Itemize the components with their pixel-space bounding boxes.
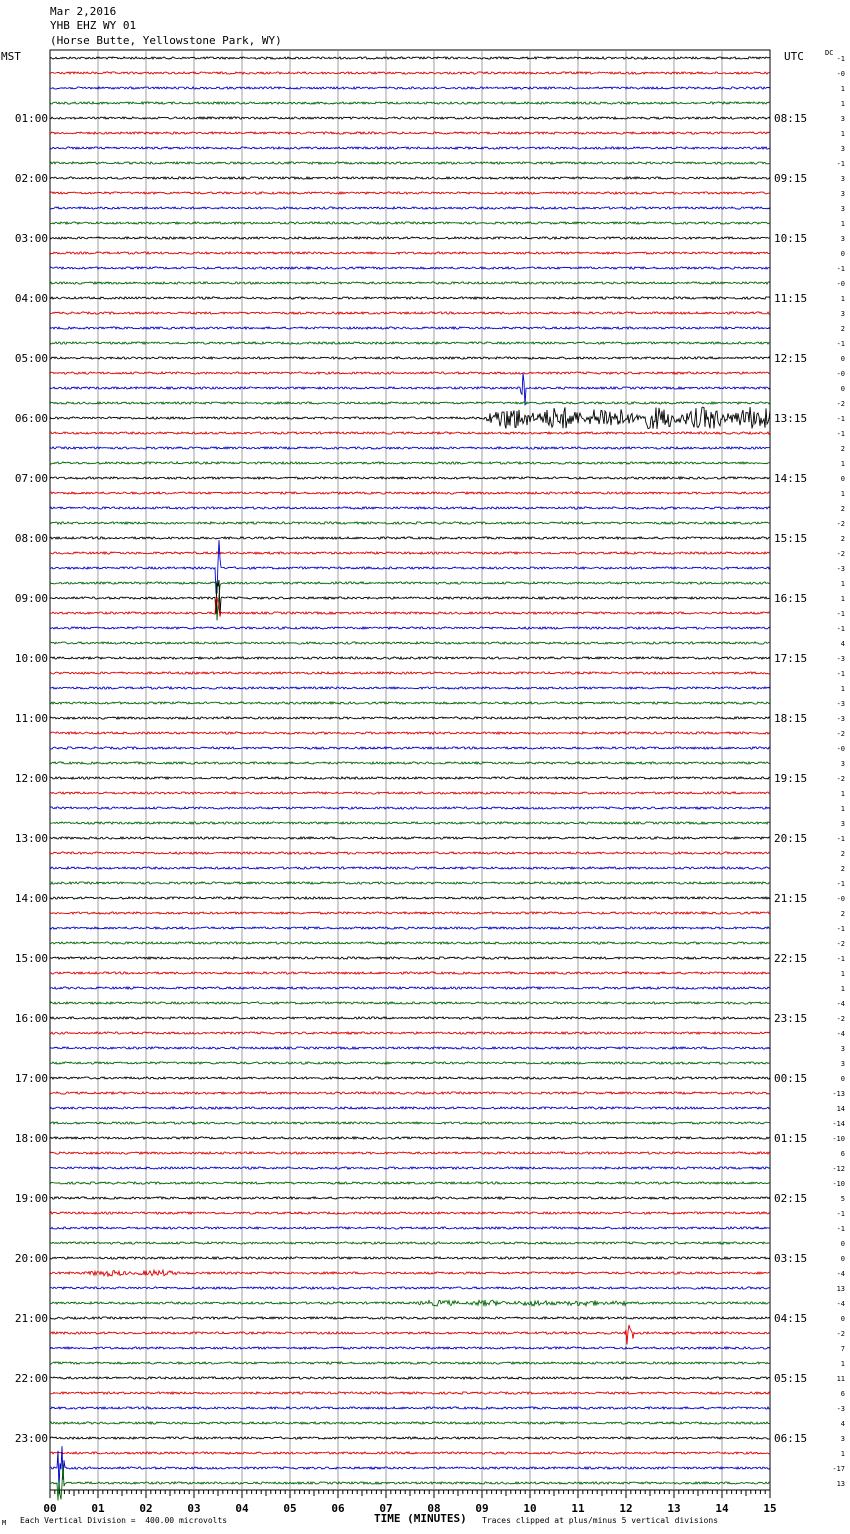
dc-offset-value: 1 [840,490,845,498]
dc-offset-value: 6 [840,1390,845,1398]
seismic-trace [50,627,770,629]
seismic-trace [50,222,770,224]
right-hour-label: 13:15 [774,412,808,425]
dc-offset-value: -2 [836,1330,845,1338]
seismic-trace [50,1325,770,1345]
dc-offset-value: -10 [832,1180,845,1188]
seismic-trace [50,1452,770,1454]
dc-offset-value: -2 [836,775,845,783]
seismic-trace [50,1152,770,1154]
dc-offset-value: -1 [836,55,845,63]
seismic-trace [50,837,770,839]
seismic-trace [50,1227,770,1229]
x-tick-label: 09 [475,1502,489,1515]
seismic-trace [50,267,770,269]
dc-offset-value: 11 [836,1375,845,1383]
dc-offset-value: -13 [832,1090,845,1098]
left-hour-label: 07:00 [14,472,48,485]
seismic-trace [50,957,770,959]
seismic-trace [50,942,770,944]
seismic-trace [50,747,770,749]
seismic-trace [50,972,770,974]
dc-offset-value: 1 [840,970,845,978]
x-tick-label: 07 [379,1502,393,1515]
right-hour-label: 17:15 [774,652,808,665]
dc-offset-value: 2 [840,445,845,453]
right-hour-label: 04:15 [774,1312,808,1325]
left-hour-label: 09:00 [14,592,48,605]
dc-offset-value: 1 [840,85,845,93]
seismic-trace [50,537,770,539]
dc-offset-value: -17 [832,1465,845,1473]
right-hour-label: 19:15 [774,772,808,785]
seismic-trace [50,1137,770,1139]
seismic-trace [50,57,770,59]
dc-offset-value: 3 [840,310,845,318]
x-tick-label: 08 [427,1502,441,1515]
left-hour-label: 15:00 [14,952,48,965]
dc-offset-value: -3 [836,1405,845,1413]
x-axis-title: TIME (MINUTES) [374,1512,467,1525]
right-hour-label: 10:15 [774,232,808,245]
seismic-trace [50,1437,770,1439]
dc-offset-value: -1 [836,160,845,168]
dc-offset-value: 3 [840,1060,845,1068]
dc-offset-value: -0 [836,370,845,378]
seismic-trace [50,792,770,794]
dc-offset-value: -3 [836,715,845,723]
dc-offset-value: 1 [840,805,845,813]
right-hour-label: 18:15 [774,712,808,725]
seismic-trace [50,1317,770,1319]
seismic-trace [50,777,770,779]
seismic-trace [50,207,770,209]
x-tick-label: 10 [523,1502,537,1515]
left-hour-label: 23:00 [14,1432,48,1445]
right-hour-label: 14:15 [774,472,808,485]
right-hour-label: 16:15 [774,592,808,605]
dc-offset-value: 0 [840,1240,845,1248]
seismic-trace [50,177,770,179]
left-hour-label: 21:00 [14,1312,48,1325]
dc-offset-value: 3 [840,175,845,183]
dc-offset-value: 3 [840,145,845,153]
dc-offset-value: -4 [836,1270,845,1278]
dc-offset-value: 3 [840,205,845,213]
seismic-trace [50,1377,770,1379]
dc-offset-value: 6 [840,1150,845,1158]
seismic-trace [50,1242,770,1244]
dc-offset-value: 7 [840,1345,845,1353]
dc-offset-value: -1 [836,340,845,348]
seismic-trace [50,912,770,914]
seismic-trace [50,102,770,104]
dc-offset-value: 0 [840,250,845,258]
right-hour-label: 12:15 [774,352,808,365]
dc-offset-value: -3 [836,565,845,573]
dc-offset-value: 0 [840,385,845,393]
seismic-trace [50,867,770,869]
seismic-trace [50,642,770,644]
right-hour-label: 22:15 [774,952,808,965]
dc-offset-value: 1 [840,1450,845,1458]
seismic-trace [50,882,770,884]
seismic-trace [50,597,770,617]
dc-offset-value: 2 [840,325,845,333]
x-tick-label: 12 [619,1502,633,1515]
seismic-trace [50,702,770,704]
seismic-trace [50,1107,770,1109]
dc-offset-value: 0 [840,355,845,363]
dc-offset-value: -1 [836,1225,845,1233]
right-hour-label: 06:15 [774,1432,808,1445]
seismic-trace [50,342,770,344]
seismic-trace [50,402,770,404]
dc-offset-value: -1 [836,955,845,963]
left-hour-label: 05:00 [14,352,48,365]
seismic-trace [50,580,770,615]
seismic-trace [50,1212,770,1214]
dc-offset-value: 0 [840,475,845,483]
dc-offset-value: 5 [840,1195,845,1203]
seismic-trace [50,327,770,329]
dc-offset-value: -2 [836,520,845,528]
dc-offset-value: -1 [836,265,845,273]
left-hour-label: 22:00 [14,1372,48,1385]
seismic-trace [50,117,770,119]
right-hour-label: 20:15 [774,832,808,845]
dc-offset-value: 2 [840,910,845,918]
seismic-trace [50,552,770,554]
dc-offset-value: -2 [836,550,845,558]
dc-offset-value: -10 [832,1135,845,1143]
seismic-trace [50,1257,770,1259]
seismic-trace [50,1077,770,1079]
dc-offset-value: 13 [836,1480,845,1488]
seismic-trace [50,927,770,929]
x-tick-label: 00 [43,1502,57,1515]
left-hour-label: 13:00 [14,832,48,845]
dc-offset-value: 3 [840,115,845,123]
left-hour-label: 10:00 [14,652,48,665]
dc-offset-value: 3 [840,1435,845,1443]
seismic-trace [50,1362,770,1364]
seismic-trace [50,1407,770,1409]
left-hour-label: 12:00 [14,772,48,785]
seismic-trace [50,372,770,374]
seismic-trace [50,672,770,674]
dc-offset-value: -1 [836,430,845,438]
right-hour-label: 23:15 [774,1012,808,1025]
dc-offset-value: 13 [836,1285,845,1293]
left-hour-label: 02:00 [14,172,48,185]
seismic-trace [50,252,770,254]
dc-offset-value: 3 [840,820,845,828]
dc-offset-value: -4 [836,1030,845,1038]
left-hour-label: 18:00 [14,1132,48,1145]
dc-offset-value: -4 [836,1300,845,1308]
footer-corner-mark: M [2,1519,7,1527]
left-hour-label: 16:00 [14,1012,48,1025]
header-station: YHB EHZ WY 01 [50,19,137,32]
seismic-trace [50,717,770,719]
seismic-trace [50,162,770,164]
right-hour-label: 00:15 [774,1072,808,1085]
left-hour-label: 01:00 [14,112,48,125]
footer-scale-note: Each Vertical Division = 400.00 microvolts [20,1516,228,1525]
seismic-trace [50,1032,770,1034]
dc-offset-value: -3 [836,655,845,663]
x-tick-label: 05 [283,1502,297,1515]
left-hour-label: 11:00 [14,712,48,725]
left-hour-label: 03:00 [14,232,48,245]
dc-offset-value: 1 [840,790,845,798]
footer-clip-note: Traces clipped at plus/minus 5 vertical divisions [482,1516,719,1525]
seismic-trace [50,1017,770,1019]
dc-offset-value: 1 [840,595,845,603]
dc-offset-value: 1 [840,100,845,108]
left-hour-label: 04:00 [14,292,48,305]
seismic-trace [50,540,770,593]
seismic-trace [50,432,770,434]
dc-offset-value: -1 [836,835,845,843]
dc-offset-value: -3 [836,700,845,708]
left-hour-label: 20:00 [14,1252,48,1265]
dc-offset-value: 1 [840,1360,845,1368]
dc-offset-value: -1 [836,610,845,618]
seismic-trace [50,312,770,314]
seismic-trace [50,822,770,824]
dc-label: DC [825,49,834,57]
seismic-trace [50,132,770,134]
dc-offset-value: -1 [836,670,845,678]
dc-offset-value: 0 [840,1255,845,1263]
dc-offset-value: -1 [836,880,845,888]
seismic-trace [50,297,770,299]
dc-offset-value: 14 [836,1105,845,1113]
dc-offset-value: 0 [840,1315,845,1323]
seismic-trace [50,987,770,989]
right-hour-label: 02:15 [774,1192,808,1205]
dc-offset-value: -2 [836,940,845,948]
dc-offset-value: 1 [840,220,845,228]
seismic-trace [50,477,770,479]
trace-group [50,57,770,1501]
dc-offset-value: 2 [840,535,845,543]
seismic-trace [50,657,770,659]
left-timezone-label: MST [1,50,21,63]
right-timezone-label: UTC [784,50,804,63]
seismic-trace [50,147,770,149]
right-hour-label: 11:15 [774,292,808,305]
left-hour-label: 19:00 [14,1192,48,1205]
left-hour-label: 14:00 [14,892,48,905]
dc-offset-value: -4 [836,1000,845,1008]
seismic-trace [50,1167,770,1169]
dc-offset-value: -14 [832,1120,845,1128]
x-tick-label: 01 [91,1502,105,1515]
dc-offset-value: -1 [836,1210,845,1218]
dc-offset-value: 2 [840,850,845,858]
right-hour-label: 21:15 [774,892,808,905]
seismic-trace [50,852,770,854]
right-hour-label: 15:15 [774,532,808,545]
right-hour-label: 03:15 [774,1252,808,1265]
right-hour-label: 05:15 [774,1372,808,1385]
seismic-trace [50,192,770,194]
right-hour-label: 08:15 [774,112,808,125]
seismic-trace [50,1092,770,1094]
x-tick-label: 02 [139,1502,153,1515]
seismic-trace [50,72,770,74]
seismic-trace [50,282,770,284]
seismic-trace [50,1062,770,1064]
dc-offset-value: 1 [840,580,845,588]
x-tick-label: 13 [667,1502,681,1515]
seismic-trace [50,1182,770,1184]
x-tick-label: 03 [187,1502,201,1515]
right-hour-label: 01:15 [774,1132,808,1145]
dc-offset-value: -0 [836,895,845,903]
dc-offset-value: -0 [836,745,845,753]
seismic-trace [50,447,770,449]
seismic-trace [50,1347,770,1349]
dc-offset-value: -1 [836,625,845,633]
dc-offset-value: 3 [840,235,845,243]
right-hour-label: 09:15 [774,172,808,185]
seismic-trace [50,807,770,809]
seismic-trace [50,407,770,429]
seismic-trace [50,462,770,464]
dc-offset-value: 1 [840,985,845,993]
dc-offset-value: 3 [840,1045,845,1053]
x-tick-label: 14 [715,1502,729,1515]
x-tick-label: 15 [763,1502,777,1515]
dc-offset-value: -2 [836,1015,845,1023]
seismic-trace [50,1197,770,1199]
seismic-trace [50,1270,770,1276]
seismic-trace [50,87,770,89]
seismic-trace [50,1047,770,1049]
x-tick-label: 04 [235,1502,249,1515]
dc-offset-value: 1 [840,685,845,693]
dc-offset-value: 3 [840,760,845,768]
seismic-trace [50,897,770,899]
dc-offset-value: -2 [836,730,845,738]
dc-offset-value: 1 [840,295,845,303]
seismic-trace [50,522,770,524]
dc-offset-value: -0 [836,70,845,78]
seismic-trace [50,1392,770,1394]
left-hour-label: 17:00 [14,1072,48,1085]
dc-offset-value: -12 [832,1165,845,1173]
dc-offset-value: 2 [840,505,845,513]
x-tick-label: 11 [571,1502,585,1515]
seismic-trace [50,492,770,494]
left-hour-label: 06:00 [14,412,48,425]
dc-offset-value: 1 [840,460,845,468]
dc-offset-value: -0 [836,280,845,288]
dc-offset-value: 1 [840,130,845,138]
seismic-trace [50,373,770,405]
seismic-trace [50,732,770,734]
dc-offset-value: 4 [840,640,845,648]
dc-offset-value: -2 [836,400,845,408]
seismic-trace [50,1422,770,1424]
dc-offset-value: 0 [840,1075,845,1083]
dc-offset-value: -1 [836,415,845,423]
header-date: Mar 2,2016 [50,5,117,18]
seismic-trace [50,507,770,509]
header-location: (Horse Butte, Yellowstone Park, WY) [50,34,282,47]
seismic-trace [50,237,770,239]
seismic-trace [50,357,770,359]
dc-offset-value: -1 [836,925,845,933]
x-tick-label: 06 [331,1502,345,1515]
dc-offset-value: 3 [840,190,845,198]
dc-offset-value: 2 [840,865,845,873]
left-hour-label: 08:00 [14,532,48,545]
seismic-trace [50,687,770,689]
dc-offset-value: 4 [840,1420,845,1428]
seismic-trace [50,1122,770,1124]
seismic-trace [50,1002,770,1004]
seismic-trace [50,1300,770,1306]
seismic-trace [50,762,770,764]
seismic-trace [50,1287,770,1289]
